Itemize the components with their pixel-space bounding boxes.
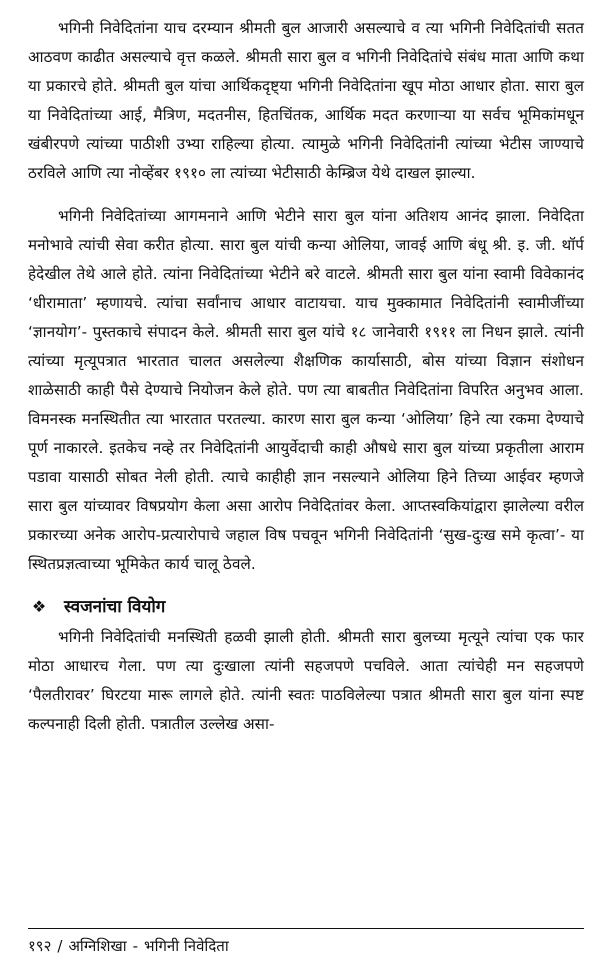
diamond-bullet-icon: ❖ [31,597,47,616]
section-heading-text: स्वजनांचा वियोग [64,597,166,617]
body-paragraph-2: भगिनी निवेदितांच्या आगमनाने आणि भेटीने सारा बुल यांना अतिशय आनंद झाला. निवेदिता मनोभावे त्यांची सेवा करीत होत्या. सारा बुल यांची कन्या ओलिया, जावई आणि बंधू श्री. इ. जी. थॉर्प हेदेखील तेथे आले होते. त्यांना निवेदितांच्या भेटीने बरे वाटले. श्रीमती सारा बुल यांना स्वामी विवेकानंद ‘धीरामाता’ म्हणायचे. त्यांचा सर्वांनाच आधार वाटायचा. याच मुक्कामात निवेदितांनी स्वामीजींच्या ‘ज्ञानयोग’- पुस्तकाचे संपादन केले. श्रीमती सारा बुल यांचे १८ जानेवारी १९११ ला निधन झाले. त्यांनी त्यांच्या मृत्यूपत्रात भारतात चालत असलेल्या शैक्षणिक कार्यासाठी, बोस यांच्या विज्ञान संशोधन शाळेसाठी काही पैसे देण्याचे नियोजन केले होते. पण त्या बाबतीत निवेदितांना विपरित अनुभव आला. विमनस्क मनस्थितीत त्या भारतात परतल्या. कारण सारा बुल कन्या ‘ओलिया’ हिने त्या रकमा देण्याचे पूर्ण नाकारले. इतकेच नव्हे तर निवेदितांनी आयुर्वेदाची काही औषधे सारा बुल यांच्या प्रकृतीला आराम पडावा यासाठी सोबत नेली होती. त्याचे काहीही ज्ञान नसल्याने ओलिया हिने तिच्या आईवर म्हणजे सारा बुल यांच्यावर विषप्रयोग केला असा आरोप निवेदितांवर केला. आप्तस्वकियांद्वारा झालेल्या वरील प्रकारच्या अनेक आरोप-प्रत्यारोपाचे जहाल विष पचवून भगिनी निवेदितांनी ‘सुख-दुःख समे कृत्वा’- या स्थितप्रज्ञत्वाच्या भूमिकेत कार्य चालू ठेवले. [28,207,584,573]
footer-dash: - [132,937,139,955]
book-title: अग्निशिखा [68,937,127,955]
section-paragraph: भगिनी निवेदितांची मनस्थिती हळवी झाली होती. श्रीमती सारा बुलच्या मृत्यूने त्यांचा एक फार मोठा आधारच गेला. पण त्या दुःखाला त्यांनी सहजपणे पचविले. आता त्यांचेही मन सहजपणे ‘पैलतीरावर’ घिरटया मारू लागले होते. त्यांनी स्वतः पाठविलेल्या पत्रात श्रीमती सारा बुल यांना स्पष्ट कल्पनाही दिली होती. पत्रातील उल्लेख असा- [28,628,584,733]
page-number: १९२ [28,937,52,955]
footer-separator: / [57,937,63,955]
section-heading [28,593,584,621]
body-paragraph-1: भगिनी निवेदितांना याच दरम्यान श्रीमती बुल आजारी असल्याचे व त्या भगिनी निवेदितांची सतत आठवण काढीत असल्याचे वृत्त कळले. श्रीमती सारा बुल व भगिनी निवेदितांचे संबंध माता आणि कथा या प्रकारचे होते. श्रीमती बुल यांचा आर्थिकदृष्ट्या भगिनी निवेदितांना खूप मोठा आधार होता. सारा बुल या निवेदितांच्या आई, मैत्रिण, मदतनीस, हितचिंतक, आर्थिक मदत करणाऱ्या या सर्वच भूमिकांमधून खंबीरपणे त्यांच्या पाठीशी उभ्या राहिल्या होत्या. त्यामुळे भगिनी निवेदितांनी त्यांच्या भेटीस जाण्याचे ठरविले आणि त्या नोव्हेंबर १९१० ला त्यांच्या भेटीसाठी केम्ब्रिज येथे दाखल झाल्या. [28,19,584,182]
book-subtitle: भगिनी निवेदिता [144,937,229,955]
page-footer [28,936,229,956]
book-page [28,14,584,954]
footer-divider [28,928,584,929]
